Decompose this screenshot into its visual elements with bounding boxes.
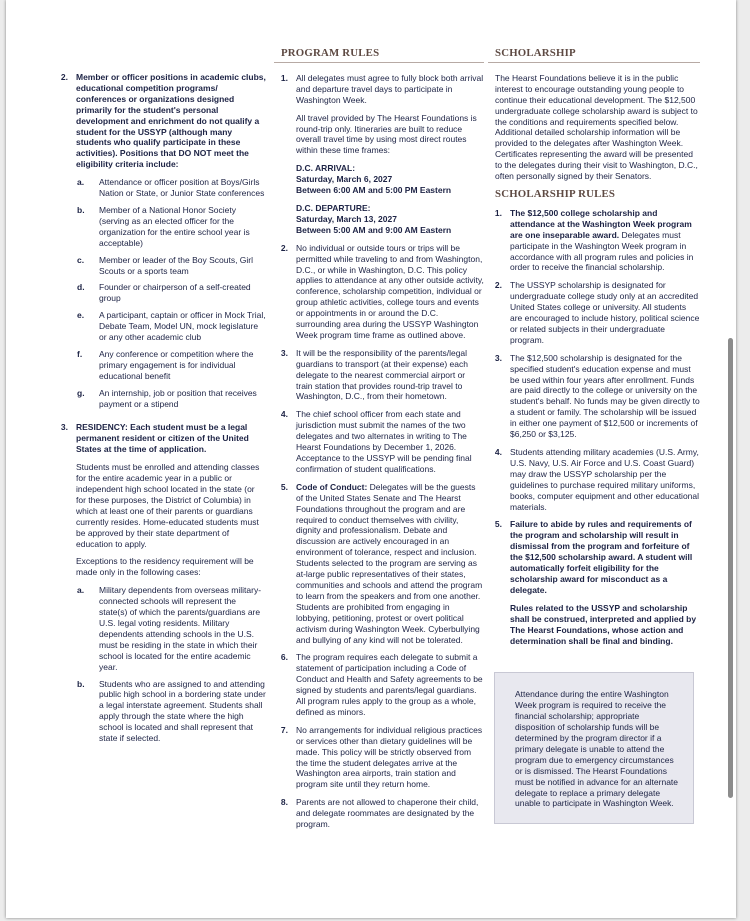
attendance-note-box (494, 672, 694, 824)
program-rule-1 (274, 73, 484, 236)
sub-item (76, 388, 266, 410)
rule-text: Students attending military academies (U.S. Army, U.S. Navy, U.S. Air Force and U.S. Coast Guard) may draw the USSYP scholarship per the guidelines to purchase required military uniforms, books, computer equipment and other educational materials. (510, 447, 700, 512)
program-rule-5 (274, 482, 484, 646)
rule-text: Delegates must participate in the Washington Week program in accordance with all program rules and policies in order to receive the financial scholarship. (510, 229, 694, 273)
program-rule-3 (274, 348, 484, 403)
rule-lead: Code of Conduct: (296, 481, 368, 492)
program-rule-6 (274, 652, 484, 717)
sub-item (76, 205, 266, 249)
sub-item-text: Students who are assigned to and attending public high school in a bordering state under a legal interstate agreement. Students shall apply through the state where the high school is located and shall represent that state if selected. (99, 678, 266, 744)
item-number: 5. (494, 519, 502, 530)
sub-item-letter: b. (77, 678, 85, 689)
paragraph: All travel provided by The Hearst Foundations is round-trip only. Itineraries are built to reduce overall travel time by using most direct routes within these time frames: (296, 112, 477, 156)
item-number: 3. (60, 422, 68, 433)
departure-label: D.C. DEPARTURE: (296, 202, 371, 213)
scholarship-intro: The Hearst Foundations believe it is in the public interest to encourage outstanding young people to continue their educational development. The $12,500 undergraduate college scholarship award is subject to the conditions and requirements specified below. Additional detailed scholarship information will be provided to the delegates after Washington Week. Certificates representing the award will be presented to the delegates during their visit to Washington, D.C., often personally signed by their Senators. (495, 72, 698, 182)
rule-text: The chief school officer from each state and jurisdiction must submit the names of the two delegates and two alternates in writing to The Hearst Foundations by December 1, 2026. Acceptance to the USSYP will be pending final confirmation of student qualifications. (296, 409, 472, 474)
eligibility-column (56, 72, 266, 757)
rule-text: Parents are not allowed to chaperone their child, and delegate roommates are designated by the program. (296, 797, 479, 830)
section-heading: SCHOLARSHIP (488, 48, 700, 63)
rule-lead: Failure to abide by rules and requirements of the program and scholarship will result in dismissal from the program and forfeiture of the $12,500 scholarship award. A student will automatically forfeit eligibility for the scholarship award for misconduct as a delegate. (510, 519, 693, 595)
sub-list (76, 177, 266, 409)
paragraph: Exceptions to the residency requirement will be made only in the following cases: (76, 556, 254, 578)
item-number: 6. (280, 652, 288, 663)
scholarship-rule-2 (488, 280, 700, 345)
sub-item-text: Attendance or officer position at Boys/Girls Nation or State, or Junior State conferences (99, 177, 265, 199)
sub-item (76, 177, 266, 199)
sub-item-text: An internship, job or position that receives payment or a stipend (99, 387, 257, 409)
sub-item-text: A participant, captain or officer in Mock Trial, Debate Team, Model UN, mock legislature or any other academic club (99, 310, 266, 343)
item-number: 4. (494, 447, 502, 457)
sub-item-letter: g. (77, 387, 85, 398)
closing-statement: Rules related to the USSYP and scholarship shall be construed, interpreted and applied by The Hearst Foundations, whose action and determination shall be final and binding. (510, 602, 697, 646)
item-number: 3. (280, 347, 288, 358)
sub-item-letter: e. (77, 310, 85, 321)
sub-item (76, 349, 266, 382)
sub-item-text: Member of a National Honor Society (serving as an elected officer for the organization for the entire school year is acceptable) (99, 204, 250, 248)
sub-item-letter: a. (77, 585, 85, 596)
section-heading: SCHOLARSHIP RULES (495, 187, 616, 200)
item-number: 2. (494, 280, 502, 291)
sub-item (76, 310, 266, 343)
sub-list (76, 585, 266, 744)
scholarship-rule-4 (488, 447, 700, 512)
program-rule-2 (274, 243, 484, 341)
arrival-label: D.C. ARRIVAL: (296, 163, 356, 174)
arrival-block (296, 163, 484, 196)
item-number: 8. (280, 797, 288, 808)
arrival-time: Between 6:00 AM and 5:00 PM Eastern (296, 185, 452, 196)
rule-text: No arrangements for individual religious practices or services other than dietary guidelines will be made. This policy will be strictly observed from the time the student delegates arrive at the Washington area airports, train station and program site until they return home. (296, 724, 483, 790)
item-number: 4. (280, 409, 288, 420)
sub-item (76, 679, 266, 744)
scholarship-rule-1 (488, 208, 700, 273)
scrollbar[interactable] (728, 2, 734, 917)
rule-text: The USSYP scholarship is designated for undergraduate college study only at an accredited United States college or university. All students are encouraged to include history, political science or related subjects in their undergraduate program. (510, 280, 700, 345)
departure-block (296, 203, 484, 236)
sub-item-text: Military dependents from overseas military-connected schools will represent the state(s) of which the parents/guardians are U.S. legal voting residents. Military dependents attending schools in the U.S. must be residing in the state in which their school is located for the entire academic year. (99, 585, 262, 672)
scholarship-column (488, 48, 700, 824)
sub-item-text: Founder or chairperson of a self-created group (99, 282, 251, 304)
sub-item (76, 585, 266, 672)
program-rule-4 (274, 409, 484, 474)
sub-item-letter: a. (77, 177, 85, 188)
sub-item-letter: f. (77, 348, 83, 359)
sub-item (76, 282, 266, 304)
section-heading: PROGRAM RULES (274, 48, 484, 63)
paragraph: Students must be enrolled and attending classes for the entire academic year in a public or independent high school located in the state (or for these purposes, the District of Columbia) in which at least one of their parents or guardians currently resides. Home-educated students must be approved by their state department of education to apply. (76, 462, 260, 549)
program-rule-8 (274, 797, 484, 830)
item-number: 7. (280, 724, 288, 735)
departure-time: Between 5:00 AM and 9:00 AM Eastern (296, 224, 452, 235)
item-number: 1. (494, 207, 502, 218)
document-page (6, 0, 736, 918)
item-lead: Member or officer positions in academic clubs, educational competition programs/ conferences or organizations designed primarily for the student's personal development and enrichment do not qualify a student for the USSYP (although many students who qualify participate in these activities). Positions that DO NOT meet the eligibility criteria include: (76, 72, 266, 170)
program-rules-column (274, 48, 484, 837)
scrollbar-thumb[interactable] (728, 338, 733, 798)
arrival-date: Saturday, March 6, 2027 (296, 174, 393, 185)
rule-lead: The $12,500 college scholarship and attendance at the Washington Week program are one inseparable award. (510, 207, 692, 240)
scholarship-rule-5 (488, 519, 700, 646)
item-number: 1. (280, 72, 288, 83)
item-number: 3. (494, 352, 502, 363)
sub-item-letter: c. (77, 254, 85, 265)
program-rule-7 (274, 725, 484, 790)
eligibility-item-2 (56, 72, 266, 415)
attendance-note: Attendance during the entire Washington Week program is required to receive the financial scholarship; appropriate disposition of scholarship funds will be determined by the program director if a primary delegate is unable to attend the program due to emergency circumstances or is dismissed. The Hearst Foundations must be notified in advance for an alternate delegate to replace a primary delegate unable to participate in Washington Week. (515, 689, 679, 809)
scholarship-rule-3 (488, 353, 700, 440)
sub-item-letter: b. (77, 204, 85, 215)
item-number: 5. (280, 481, 288, 492)
item-number: 2. (60, 72, 68, 82)
rule-text: No individual or outside tours or trips will be permitted while traveling to and from Washington, D.C., or while in Washington, D.C. This policy applies to attendance at any other outside activity, conference, scholarship competition, individual or group athletic activities, college tours and events or appointments in or around the D.C. surrounding area during the USSYP Washington Week program time frame as outlined above. (296, 242, 484, 340)
rule-text: The $12,500 scholarship is designated for the specified student's education expense and must be used within four years after enrollment. Funds are paid directly to the college or university on the student's behalf. No funds may be given directly to a student or family. The scholarship will be issued in either one payment of $12,500 or increments of $6,250 or $3,125. (510, 352, 700, 440)
item-lead: RESIDENCY: Each student must be a legal permanent resident or citizen of the United States at the time of application. (76, 422, 249, 455)
sub-item-letter: d. (77, 282, 85, 293)
rule-text: It will be the responsibility of the parents/legal guardians to transport (at their expense) each delegate to the nearest commercial airport or train station that provides round-trip travel to Washington, D.C., from their hometown. (296, 347, 468, 402)
rule-text: The program requires each delegate to submit a statement of participation including a Code of Conduct and Health and Safety agreements to be signed by students and parents/legal guardians. All program rules apply to the group as a whole, defined as minors. (296, 652, 483, 717)
eligibility-item-3 (56, 422, 266, 749)
sub-item-text: Any conference or competition where the primary engagement is for individual educational benefit (99, 348, 254, 381)
departure-date: Saturday, March 13, 2027 (296, 213, 397, 224)
paragraph: All delegates must agree to fully block both arrival and departure travel days to participate in Washington Week. (296, 72, 484, 105)
sub-item (76, 255, 266, 277)
sub-item-text: Member or leader of the Boy Scouts, Girl Scouts or a sports team (99, 254, 254, 276)
item-number: 2. (280, 242, 288, 253)
rule-text: Delegates will be the guests of the United States Senate and The Hearst Foundations throughout the program and are required to conduct themselves with civility, dignity and professionalism. Debate and discussion are actively encouraged in an environment of tolerance, respect and inclusion. Students selected to the program are serving as at-large public representatives of their states, communities and schools and attend the program to learn from the speakers and from one another. Students are prohibited from engaging in lobbying, petitioning, protest or overt political activism during Washington Week. Cyberbullying and bullying of any kind will not be tolerated. (296, 481, 483, 645)
